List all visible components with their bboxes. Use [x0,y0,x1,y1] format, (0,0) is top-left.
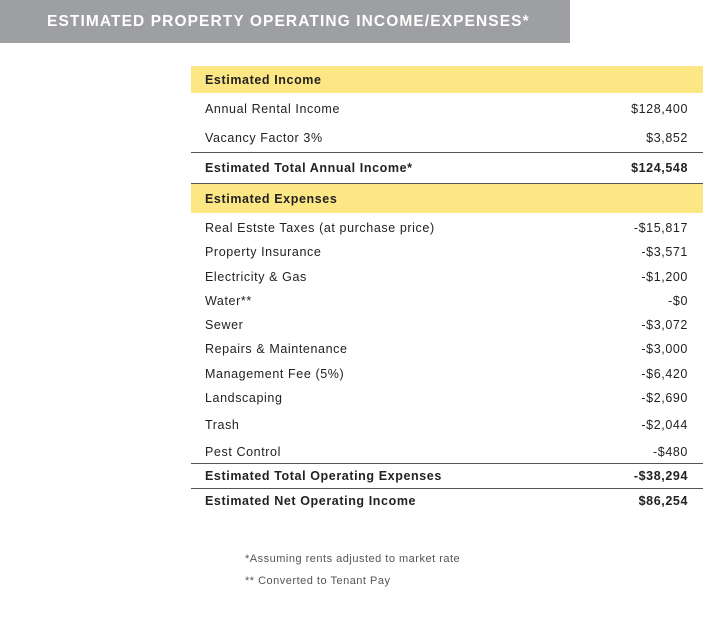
expense-row-value: -$0 [668,294,688,308]
expense-section-label: Estimated Expenses [205,191,338,206]
expense-row-label: Trash [205,418,240,432]
divider [191,488,703,489]
expense-row-value: -$480 [653,445,688,459]
expense-row-label: Landscaping [205,391,283,405]
net-income-label: Estimated Net Operating Income [205,494,417,508]
expense-row-label: Pest Control [205,445,281,459]
total-income-value: $124,548 [631,161,688,175]
net-income-value: $86,254 [638,494,688,508]
expense-row-label: Property Insurance [205,245,322,259]
net-income-row [191,491,703,511]
title-banner [0,0,570,43]
income-row-label: Vacancy Factor 3% [205,131,323,145]
expense-row [191,364,703,384]
expense-row [191,218,703,238]
expense-row-value: -$2,690 [641,391,688,405]
income-row-value: $3,852 [646,131,688,145]
total-expenses-value: -$38,294 [633,469,688,483]
expense-row-value: -$6,420 [641,367,688,381]
income-section-label: Estimated Income [205,72,322,87]
expense-row-value: -$3,072 [641,318,688,332]
expense-row-label: Real Estste Taxes (at purchase price) [205,221,435,235]
expense-row-value: -$2,044 [641,418,688,432]
expense-row-value: -$15,817 [633,221,688,235]
income-section-header [191,66,703,93]
expense-row [191,291,703,311]
expense-row-label: Management Fee (5%) [205,367,345,381]
total-expenses-label: Estimated Total Operating Expenses [205,469,442,483]
income-row [191,99,703,119]
expense-row [191,388,703,408]
expense-row-label: Electricity & Gas [205,270,307,284]
expense-row [191,315,703,335]
divider [191,152,703,153]
expense-row-label: Repairs & Maintenance [205,342,348,356]
expense-row [191,339,703,359]
expense-row [191,442,703,462]
expense-row [191,242,703,262]
total-income-row [191,158,703,178]
expense-row-label: Water** [205,294,252,308]
expense-row-label: Sewer [205,318,244,332]
total-income-label: Estimated Total Annual Income* [205,161,413,175]
total-expenses-row [191,466,703,486]
income-row [191,128,703,148]
footnote-rents: *Assuming rents adjusted to market rate [245,553,461,565]
expense-section-header [191,184,703,213]
footnote-tenant-pay: ** Converted to Tenant Pay [245,575,391,587]
expense-row-value: -$1,200 [641,270,688,284]
income-row-label: Annual Rental Income [205,102,340,116]
expense-row [191,267,703,287]
divider [191,463,703,464]
expense-row-value: -$3,571 [641,245,688,259]
page-title: ESTIMATED PROPERTY OPERATING INCOME/EXPENSES* [47,12,530,30]
expense-row-value: -$3,000 [641,342,688,356]
expense-row [191,415,703,435]
income-row-value: $128,400 [631,102,688,116]
